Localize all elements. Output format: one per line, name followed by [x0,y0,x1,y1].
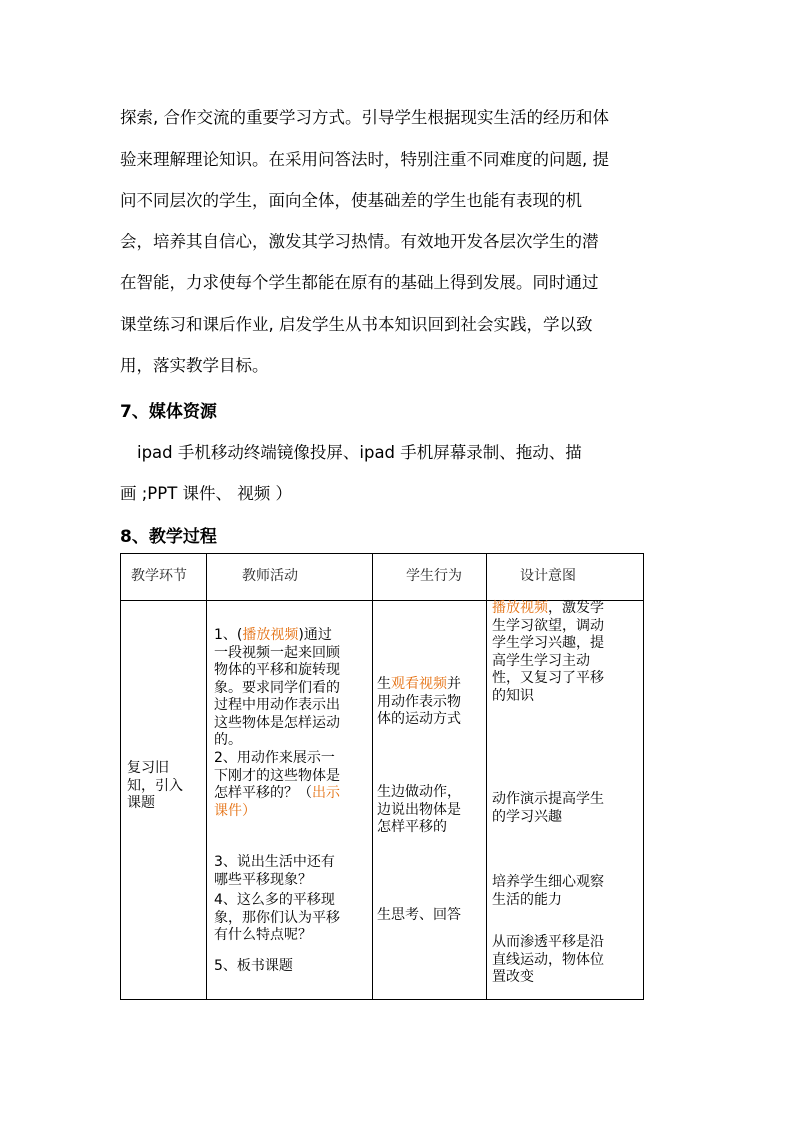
student-text: 生 [377,676,391,692]
item-number: 1、( [214,627,243,643]
teacher-line [214,785,340,803]
teacher-line: 象，那你们认为平移 [214,909,340,926]
teacher-line: 这些物体是怎样运动 [214,714,340,731]
design-line: 置改变 [492,969,534,985]
teacher-text: 怎样平移的？（ [214,785,312,801]
design-block-1 [492,600,604,705]
play-video-highlight: 播放视频 [492,600,548,616]
design-block-3 [492,874,604,909]
design-block-4 [492,934,604,987]
stage-text [127,760,183,813]
header-student: 学生行为 [406,568,462,585]
student-block-2 [377,784,461,837]
design-line: 生学习欲望，调动 [492,617,604,634]
stage-line: 知，引入 [127,777,183,794]
teacher-line: 过程中用动作表示出 [214,697,340,713]
paragraph-line: 问不同层次的学生，面向全体，使基础差的学生也能有表现的机 [120,191,582,210]
design-line: 培养学生细心观察 [492,874,604,890]
student-block-1 [377,676,461,729]
teacher-line: 2、用动作来展示一 [214,750,335,766]
student-text: 并 [447,676,461,692]
paragraph-line: 在智能，力求使每个学生都能在原有的基础上得到发展。同时通过 [120,273,599,292]
teacher-item-1 [214,627,340,750]
paragraph-line: 会，培养其自信心，激发其学习热情。有效地开发各层次学生的潜 [120,232,599,251]
design-line: 的知识 [492,687,534,704]
teacher-line: 下刚才的这些物体是 [214,767,340,784]
teacher-item-2 [214,750,340,820]
section-7-heading: 7、媒体资源 [120,402,217,422]
student-line: 边说出物体是 [377,801,461,818]
paragraph-line: 探索, 合作交流的重要学习方式。引导学生根据现实生活的经历和体 [120,108,609,127]
header-cell [121,554,207,601]
header-cell [373,554,487,601]
teacher-line: 的。 [214,732,242,748]
teacher-line: 有什么特点呢？ [214,927,312,943]
show-courseware-highlight: 课件） [214,802,256,819]
student-behavior-cell [373,601,487,1000]
paragraph-line: 用，落实教学目标。 [120,356,269,375]
design-line: 直线运动，物体位 [492,951,604,968]
design-line: 高学生学习主动 [492,652,590,669]
media-resources-line-1: ipad 手机移动终端镜像投屏、ipad 手机屏幕录制、拖动、描 [137,443,582,462]
teacher-item-5 [214,958,293,976]
design-text: ，激发学 [548,600,604,616]
teacher-line: 3、说出生活中还有 [214,854,335,870]
student-line [377,676,461,694]
teacher-line: 哪些平移现象？ [214,871,312,888]
student-line: 怎样平移的 [377,819,447,835]
stage-line: 复习旧 [127,760,169,776]
header-cell [207,554,373,601]
watch-video-highlight: 观看视频 [391,676,447,692]
student-block-3 [377,907,461,925]
header-design: 设计意图 [520,568,576,585]
show-courseware-highlight: 出示 [312,785,340,801]
teacher-line: 物体的平移和旋转现 [214,662,340,678]
paragraph-line: 课堂练习和课后作业, 启发学生从书本知识回到社会实践，学以致 [120,315,593,334]
design-intent-cell [487,601,644,1000]
design-line: 生活的能力 [492,891,562,908]
header-cell [487,554,644,601]
play-video-highlight: 播放视频 [242,627,299,643]
teacher-text: )通过 [298,627,332,643]
design-line: 从而渗透平移是沿 [492,934,604,950]
header-stage: 教学环节 [131,568,187,585]
teacher-item-4 [214,892,340,945]
teacher-activity-cell [207,601,373,1000]
media-resources-line-2: 画 ;PPT 课件、 视频 ） [120,484,293,503]
header-teacher: 教师活动 [242,568,298,585]
design-line: 的学习兴趣 [492,808,562,825]
teacher-item-3 [214,854,335,889]
student-line: 生思考、回答 [377,907,461,923]
stage-cell [121,601,207,1000]
paragraph-line: 验来理解理论知识。在采用问答法时，特别注重不同难度的问题, 提 [120,150,609,169]
teacher-line: 象。要求同学们看的 [214,679,340,696]
design-line: 动作演示提高学生 [492,791,604,807]
stage-line: 课题 [127,795,155,811]
table-header-row [121,554,644,601]
teacher-line: 5、板书课题 [214,958,293,974]
teacher-line: 4、这么多的平移现 [214,892,335,908]
teacher-line [214,627,340,645]
lesson-process-table [120,553,644,1000]
student-line: 用动作表示物 [377,693,461,710]
table-row [121,601,644,1000]
design-line: 性，又复习了平移 [492,670,604,686]
design-line: 学生学习兴趣，提 [492,635,604,651]
teacher-line: 一段视频一起来回顾 [214,644,340,661]
design-block-2 [492,791,604,826]
design-line [492,600,604,618]
section-8-heading: 8、教学过程 [120,527,217,547]
student-line: 生边做动作， [377,784,461,800]
student-line: 体的运动方式 [377,711,461,727]
